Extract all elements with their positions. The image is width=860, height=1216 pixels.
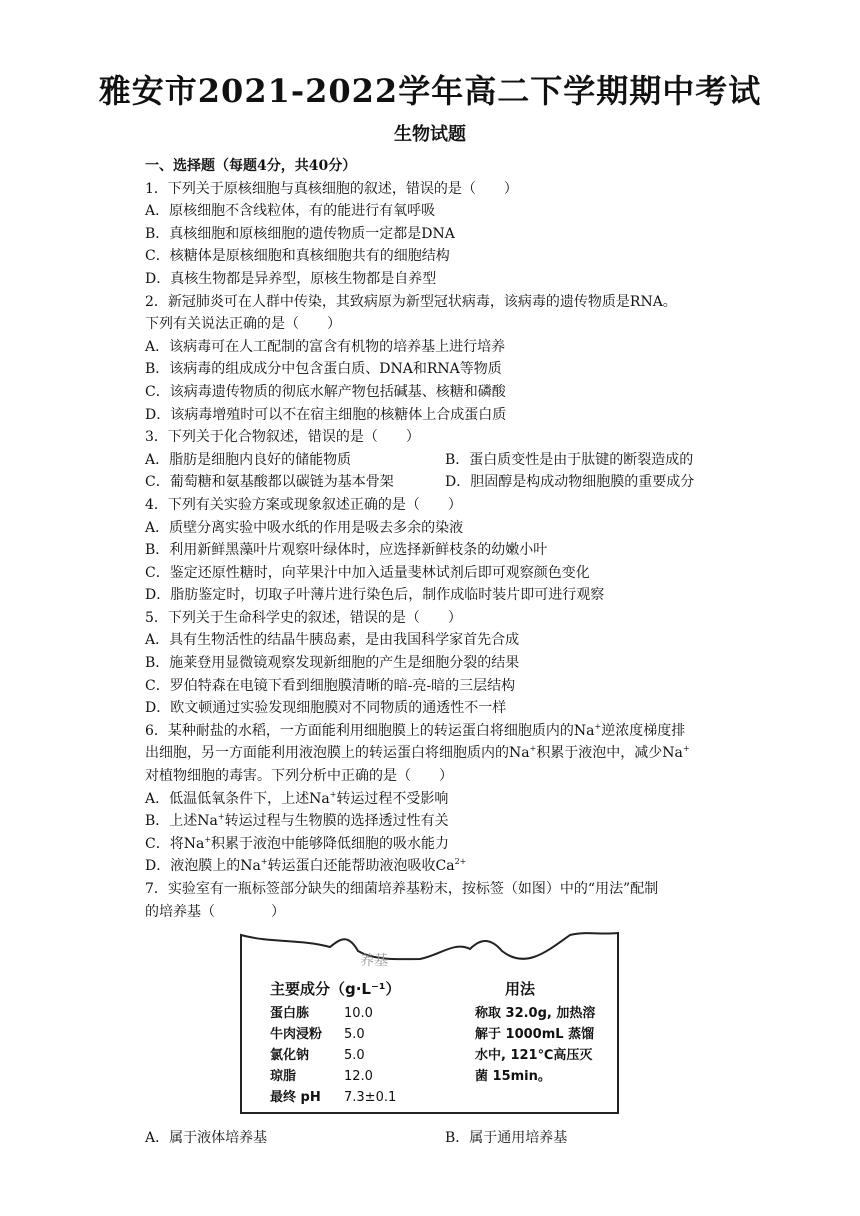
q2-option-b: B．该病毒的组成成分中包含蛋白质、DNA和RNA等物质 <box>145 361 502 378</box>
q5-option-c: C．罗伯特森在电镜下看到细胞膜清晰的暗-亮-暗的三层结构 <box>145 677 516 694</box>
ingredient-row: 牛肉浸粉 5.0 <box>270 1027 365 1042</box>
q5-option-b: B．施莱登用显微镜观察发现新细胞的产生是细胞分裂的结果 <box>145 655 520 672</box>
q2-option-a: A．该病毒可在人工配制的富含有机物的培养基上进行培养 <box>145 338 506 355</box>
usage-line: 解于 1000mL 蒸馏 <box>475 1027 595 1042</box>
usage-line: 称取 32.0g, 加热溶 <box>475 1006 596 1021</box>
q3-row-1 <box>145 449 725 472</box>
q7-option-b: B．属于通用培养基 <box>445 1130 568 1146</box>
torn-label-text: 养基 <box>360 953 388 969</box>
q4-option-c: C．鉴定还原性糖时，向苹果汁中加入适量斐林试剂后即可观察颜色变化 <box>145 564 590 581</box>
q7-options <box>145 1127 725 1147</box>
q4-option-b: B．利用新鲜黑藻叶片观察叶绿体时，应选择新鲜枝条的幼嫩小叶 <box>145 542 548 559</box>
questions <box>145 155 725 923</box>
q1-stem: 1．下列关于原核细胞与真核细胞的叙述，错误的是（ ） <box>145 180 518 197</box>
q6-stem-3: 对植物细胞的毒害。下列分析中正确的是（ ） <box>145 768 453 785</box>
q2-stem-1: 2．新冠肺炎可在人群中传染，其致病原为新型冠状病毒，该病毒的遗传物质是RNA。 <box>145 293 677 310</box>
q3-stem: 3．下列关于化合物叙述，错误的是（ ） <box>145 429 420 446</box>
ingredient-row: 氯化钠 5.0 <box>270 1048 365 1063</box>
usage-heading: 用法 <box>505 980 536 998</box>
section-heading: 一、选择题（每题4分，共40分） <box>145 158 357 174</box>
q6-stem-1: 6．某种耐盐的水稻，一方面能利用细胞膜上的转运蛋白将细胞质内的Na+逆浓度梯度排 <box>145 721 686 739</box>
q4-option-a: A．质壁分离实验中吸水纸的作用是吸去多余的染液 <box>145 519 464 536</box>
q2-option-d: D．该病毒增殖时可以不在宿主细胞的核糖体上合成蛋白质 <box>145 406 507 423</box>
q7-option-a: A．属于液体培养基 <box>145 1130 268 1146</box>
ingredient-row: 最终 pH 7.3±0.1 <box>270 1090 397 1105</box>
q7-stem-2: 的培养基（ ） <box>145 903 285 920</box>
q7-stem-1: 7．实验室有一瓶标签部分缺失的细菌培养基粉末，按标签（如图）中的“用法”配制 <box>145 881 659 897</box>
q3-option-c: C．葡萄糖和氨基酸都以碳链为基本骨架 <box>145 474 394 491</box>
q1-option-b: B．真核细胞和原核细胞的遗传物质一定都是DNA <box>145 225 455 242</box>
q5-stem: 5．下列关于生命科学史的叙述，错误的是（ ） <box>145 609 462 626</box>
q4-option-d: D．脂肪鉴定时，切取子叶薄片进行染色后，制作成临时装片即可进行观察 <box>145 587 605 604</box>
q4-stem: 4．下列有关实验方案或现象叙述正确的是（ ） <box>145 496 462 513</box>
ingredient-row: 蛋白胨 10.0 <box>270 1006 373 1021</box>
q6-option-d: D．液泡膜上的Na+转运蛋白还能帮助液泡吸收$Ca^{2+}$ <box>145 857 467 875</box>
usage-instructions <box>475 978 595 1087</box>
q3-option-d: D．胆固醇是构成动物细胞膜的重要成分 <box>445 474 695 491</box>
q3-option-a: A．脂肪是细胞内良好的储能物质 <box>145 451 352 468</box>
q1-option-a: A．原核细胞不含线粒体，有的能进行有氧呼吸 <box>145 203 436 220</box>
q1-option-c: C．核糖体是原核细胞和真核细胞共有的细胞结构 <box>145 248 450 265</box>
q3-row-2 <box>145 471 725 494</box>
page-subtitle: 生物试题 <box>394 124 466 145</box>
q6-option-a: A．低温低氧条件下，上述Na+转运过程不受影响 <box>145 789 449 807</box>
ingredient-row: 琼脂 12.0 <box>270 1069 373 1084</box>
q1-option-d: D．真核生物都是异养型，原核生物都是自养型 <box>145 270 437 287</box>
ingredients-heading: 主要成分（g·L⁻¹） <box>270 980 401 998</box>
q5-option-d: D．欧文顿通过实验发现细胞膜对不同物质的通透性不一样 <box>145 700 507 717</box>
ingredients-table <box>270 978 404 1108</box>
page-title: 雅安市2021-2022学年高二下学期期中考试 <box>98 72 762 110</box>
q2-option-c: C．该病毒遗传物质的彻底水解产物包括碱基、核糖和磷酸 <box>145 383 506 400</box>
usage-line: 水中, 121℃高压灭 <box>475 1048 593 1063</box>
q3-option-b: B．蛋白质变性是由于肽键的断裂造成的 <box>445 451 694 468</box>
q6-stem-2: 出细胞，另一方面能利用液泡膜上的转运蛋白将细胞质内的Na+积累于液泡中，减少Na+ <box>145 744 690 762</box>
q6-option-c: C．将Na+积累于液泡中能够降低细胞的吸水能力 <box>145 834 450 852</box>
q5-option-a: A．具有生物活性的结晶牛胰岛素，是由我国科学家首先合成 <box>145 632 520 649</box>
q6-option-b: B．上述Na+转运过程与生物膜的选择透过性有关 <box>145 812 449 830</box>
usage-line: 菌 15min。 <box>475 1069 551 1084</box>
q2-stem-2: 下列有关说法正确的是（ ） <box>145 316 341 333</box>
